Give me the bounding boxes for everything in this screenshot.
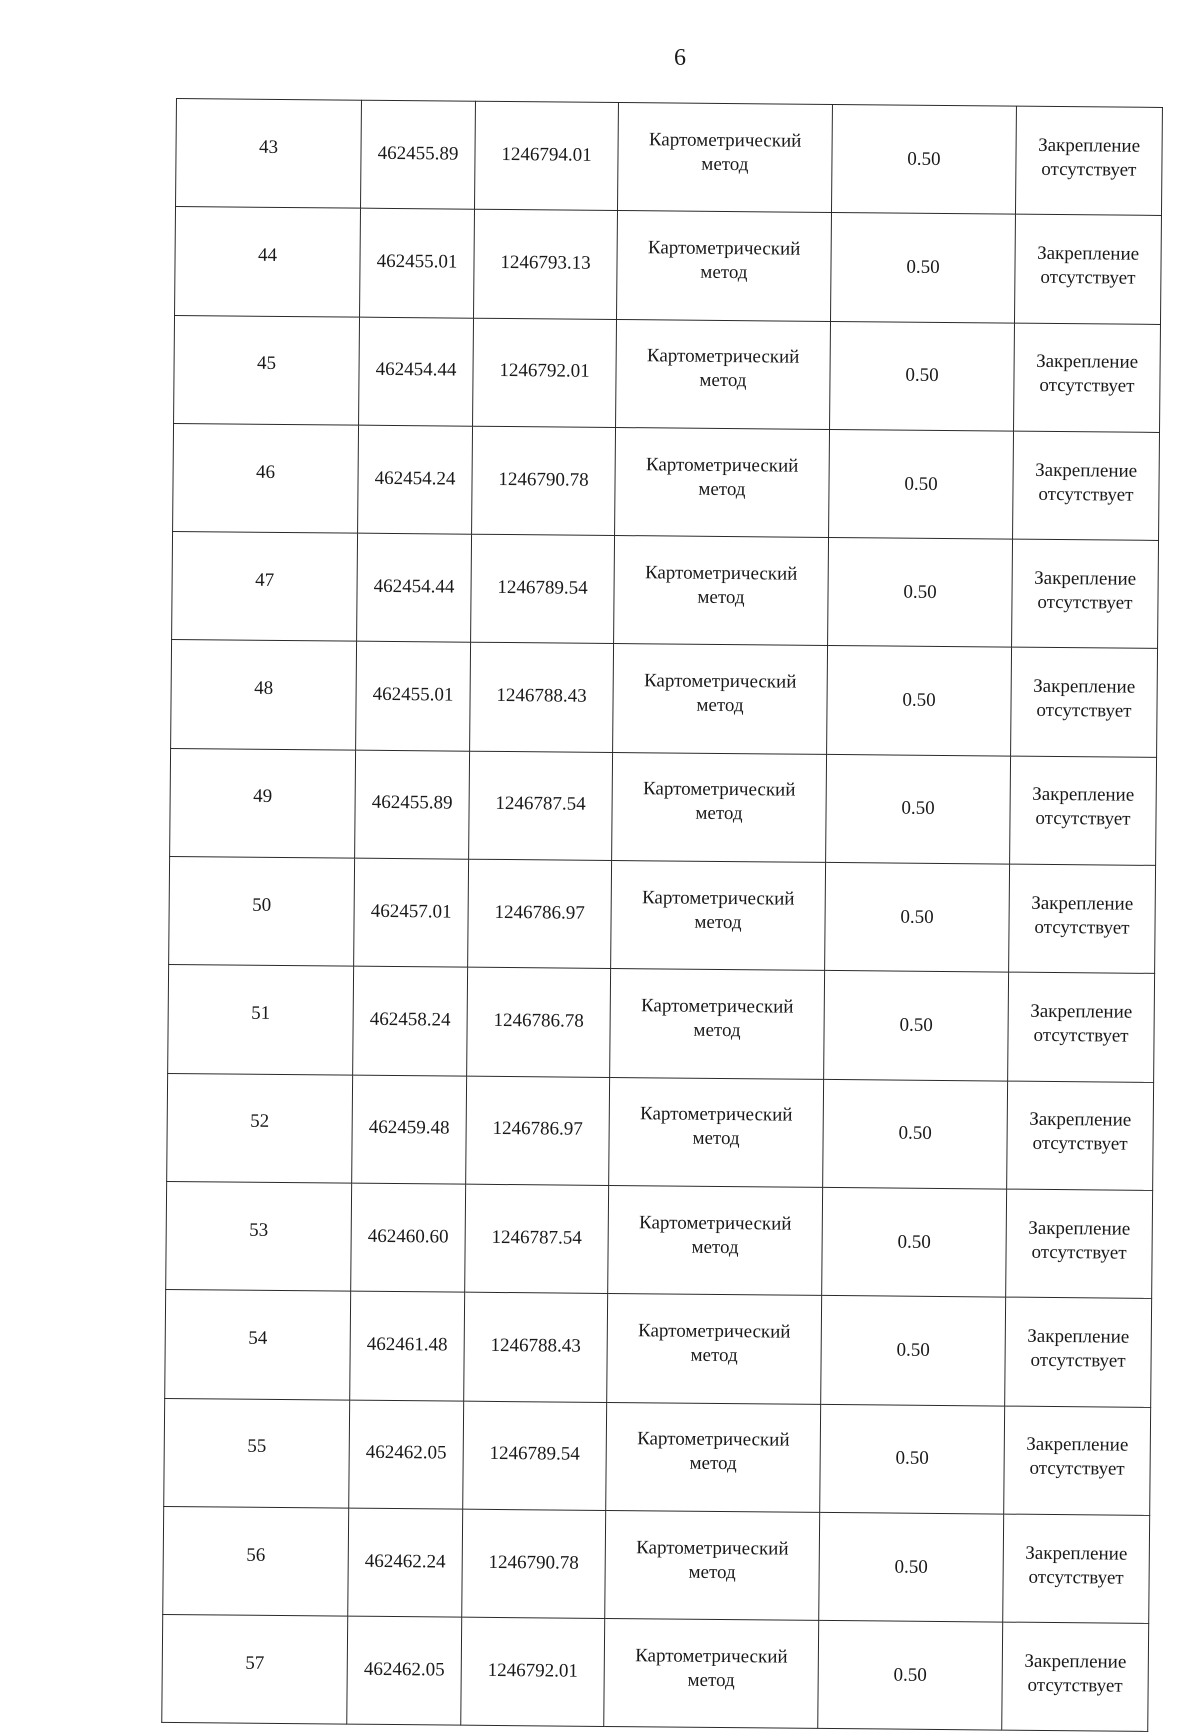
accuracy-cell: 0.50 xyxy=(827,646,1012,756)
method-line-2: метод xyxy=(690,1344,738,1367)
fixing-line-1: Закрепление xyxy=(1027,1325,1130,1348)
table-row xyxy=(175,207,1162,324)
method-line-1: Картометрический xyxy=(639,1103,793,1126)
fixing-cell xyxy=(1005,1297,1152,1407)
method-cell xyxy=(616,319,831,429)
method-cell xyxy=(606,1402,821,1512)
table-row xyxy=(172,532,1159,649)
fixing-line-1: Закрепление xyxy=(1036,351,1139,373)
fixing-line-1: Закрепление xyxy=(1037,242,1140,265)
fixing-cell xyxy=(1007,1081,1154,1191)
y-coordinate-cell: 1246786.97 xyxy=(466,1076,610,1186)
method-cell xyxy=(610,969,825,1079)
x-coordinate-cell: 462462.24 xyxy=(348,1508,463,1617)
x-coordinate-cell: 462462.05 xyxy=(349,1400,464,1509)
fixing-cell xyxy=(1004,1406,1151,1516)
fixing-cell xyxy=(1006,1189,1153,1299)
table-row xyxy=(164,1398,1151,1515)
table-row xyxy=(163,1506,1150,1623)
x-coordinate-cell: 462459.48 xyxy=(352,1075,467,1184)
point-number-cell: 51 xyxy=(168,965,354,1075)
fixing-cell xyxy=(1014,214,1161,324)
table-row xyxy=(165,1290,1152,1407)
fixing-line-2: отсутствует xyxy=(1031,1241,1127,1264)
accuracy-cell: 0.50 xyxy=(824,971,1009,1081)
accuracy-cell: 0.50 xyxy=(820,1404,1005,1514)
page-number: 6 xyxy=(674,45,686,71)
point-number-cell: 48 xyxy=(171,640,357,750)
method-line-2: метод xyxy=(691,1236,739,1258)
accuracy-cell: 0.50 xyxy=(825,863,1010,973)
accuracy-cell: 0.50 xyxy=(823,1079,1008,1189)
accuracy-cell: 0.50 xyxy=(829,429,1014,539)
method-cell xyxy=(609,1077,824,1187)
fixing-cell xyxy=(1002,1622,1149,1732)
method-line-1: Картометрический xyxy=(640,995,794,1018)
method-line-1: Картометрический xyxy=(637,1428,790,1451)
x-coordinate-cell: 462462.05 xyxy=(347,1616,462,1725)
fixing-line-2: отсутствует xyxy=(1037,591,1133,614)
x-coordinate-cell: 462455.89 xyxy=(361,100,476,209)
point-number-cell: 49 xyxy=(170,748,356,858)
y-coordinate-cell: 1246792.01 xyxy=(473,318,617,428)
method-line-1: Картометрический xyxy=(641,886,795,910)
method-line-1: Картометрический xyxy=(645,453,799,477)
x-coordinate-cell: 462455.89 xyxy=(355,750,470,859)
x-coordinate-cell: 462458.24 xyxy=(353,967,468,1076)
accuracy-cell: 0.50 xyxy=(831,213,1016,323)
x-coordinate-cell: 462455.01 xyxy=(356,642,471,751)
method-cell xyxy=(611,861,826,971)
method-line-1: Картометрический xyxy=(646,345,800,368)
fixing-cell xyxy=(1011,648,1158,758)
method-line-2: метод xyxy=(697,586,745,609)
method-cell xyxy=(612,752,827,862)
fixing-cell xyxy=(1012,539,1159,649)
point-number-cell: 57 xyxy=(162,1615,348,1725)
fixing-line-2: отсутствует xyxy=(1030,1349,1126,1372)
point-number-cell: 47 xyxy=(172,532,358,642)
fixing-cell xyxy=(1015,106,1162,216)
method-cell xyxy=(604,1619,819,1729)
fixing-line-1: Закрепление xyxy=(1034,567,1137,590)
method-cell xyxy=(615,427,830,537)
y-coordinate-cell: 1246790.78 xyxy=(462,1509,606,1619)
fixing-line-2: отсутствует xyxy=(1033,1024,1129,1047)
accuracy-cell: 0.50 xyxy=(828,538,1013,648)
method-cell xyxy=(605,1510,820,1620)
table-row xyxy=(171,640,1158,757)
fixing-cell xyxy=(1008,972,1155,1082)
x-coordinate-cell: 462460.60 xyxy=(351,1183,466,1292)
fixing-line-1: Закрепление xyxy=(1038,134,1141,157)
table-row xyxy=(174,315,1161,432)
point-number-cell: 50 xyxy=(169,857,355,967)
x-coordinate-cell: 462455.01 xyxy=(360,208,475,317)
fixing-line-2: отсутствует xyxy=(1036,699,1132,722)
table-row xyxy=(168,965,1155,1082)
y-coordinate-cell: 1246786.97 xyxy=(468,859,612,969)
y-coordinate-cell: 1246793.13 xyxy=(474,210,618,320)
fixing-line-2: отсутствует xyxy=(1039,375,1135,397)
method-cell xyxy=(608,1185,823,1295)
point-number-cell: 55 xyxy=(164,1398,350,1508)
table-row xyxy=(162,1615,1149,1732)
fixing-line-2: отсутствует xyxy=(1028,1566,1124,1589)
coordinates-table xyxy=(161,98,1163,1732)
point-number-cell: 43 xyxy=(176,99,362,209)
method-line-1: Картометрический xyxy=(639,1211,792,1235)
coordinates-table-body xyxy=(162,99,1163,1732)
accuracy-cell: 0.50 xyxy=(826,754,1011,864)
y-coordinate-cell: 1246790.78 xyxy=(472,426,616,536)
y-coordinate-cell: 1246788.43 xyxy=(470,643,614,753)
y-coordinate-cell: 1246787.54 xyxy=(465,1184,609,1294)
point-number-cell: 56 xyxy=(163,1506,349,1616)
table-row xyxy=(176,99,1163,216)
method-line-1: Картометрический xyxy=(636,1536,789,1560)
fixing-line-1: Закрепление xyxy=(1031,892,1134,915)
fixing-line-1: Закрепление xyxy=(1029,1109,1132,1132)
x-coordinate-cell: 462454.24 xyxy=(358,425,473,534)
point-number-cell: 52 xyxy=(167,1073,353,1183)
table-row xyxy=(169,857,1156,974)
method-line-1: Картометрический xyxy=(635,1645,788,1668)
method-line-1: Картометрический xyxy=(644,562,798,585)
y-coordinate-cell: 1246788.43 xyxy=(464,1292,608,1402)
point-number-cell: 44 xyxy=(175,207,361,317)
method-line-1: Картометрический xyxy=(643,670,797,693)
method-line-2: метод xyxy=(695,803,743,825)
fixing-line-2: отсутствует xyxy=(1034,916,1130,939)
method-line-2: метод xyxy=(694,911,742,933)
method-line-2: метод xyxy=(696,694,744,717)
accuracy-cell: 0.50 xyxy=(821,1296,1006,1406)
fixing-line-2: отсутствует xyxy=(1027,1674,1123,1697)
fixing-line-1: Закрепление xyxy=(1032,784,1135,807)
fixing-line-1: Закрепление xyxy=(1030,1000,1133,1023)
fixing-line-1: Закрепление xyxy=(1026,1433,1129,1456)
fixing-line-1: Закрепление xyxy=(1028,1217,1131,1240)
y-coordinate-cell: 1246789.54 xyxy=(471,534,615,644)
x-coordinate-cell: 462461.48 xyxy=(350,1291,465,1400)
accuracy-cell: 0.50 xyxy=(818,1621,1003,1731)
y-coordinate-cell: 1246794.01 xyxy=(475,101,619,211)
accuracy-cell: 0.50 xyxy=(830,321,1015,431)
table-row xyxy=(173,423,1160,540)
accuracy-cell: 0.50 xyxy=(819,1512,1004,1622)
method-line-1: Картометрический xyxy=(647,237,801,260)
method-line-2: метод xyxy=(689,1452,737,1475)
method-cell xyxy=(617,211,832,321)
method-line-2: метод xyxy=(700,261,748,284)
fixing-line-1: Закрепление xyxy=(1024,1650,1127,1673)
fixing-cell xyxy=(1014,323,1161,433)
method-line-1: Картометрический xyxy=(638,1320,791,1343)
table-row xyxy=(170,748,1157,865)
point-number-cell: 46 xyxy=(173,423,359,533)
point-number-cell: 45 xyxy=(174,315,360,425)
method-line-1: Картометрический xyxy=(648,128,802,152)
method-cell xyxy=(614,536,829,646)
x-coordinate-cell: 462457.01 xyxy=(354,858,469,967)
y-coordinate-cell: 1246792.01 xyxy=(461,1617,605,1727)
method-line-2: метод xyxy=(688,1561,736,1583)
fixing-line-2: отсутствует xyxy=(1040,266,1136,289)
fixing-line-1: Закрепление xyxy=(1035,459,1138,482)
y-coordinate-cell: 1246789.54 xyxy=(463,1401,607,1511)
method-cell xyxy=(617,103,832,213)
method-line-2: метод xyxy=(699,369,747,392)
method-line-1: Картометрический xyxy=(642,778,796,802)
fixing-line-2: отсутствует xyxy=(1035,808,1131,831)
y-coordinate-cell: 1246786.78 xyxy=(467,968,611,1078)
table-row xyxy=(167,1073,1154,1190)
method-line-2: метод xyxy=(687,1669,735,1691)
point-number-cell: 54 xyxy=(165,1290,351,1400)
fixing-line-2: отсутствует xyxy=(1041,158,1137,181)
method-line-2: метод xyxy=(698,478,746,500)
table-row xyxy=(166,1181,1153,1298)
accuracy-cell: 0.50 xyxy=(831,104,1016,214)
method-cell xyxy=(607,1294,822,1404)
point-number-cell: 53 xyxy=(166,1181,352,1291)
fixing-line-2: отсутствует xyxy=(1038,483,1134,506)
coordinates-table-wrapper xyxy=(161,98,1162,1732)
fixing-cell xyxy=(1013,431,1160,541)
fixing-line-1: Закрепление xyxy=(1025,1542,1128,1565)
fixing-line-2: отсутствует xyxy=(1032,1133,1128,1155)
fixing-line-2: отсутствует xyxy=(1029,1458,1125,1480)
method-line-2: метод xyxy=(701,153,749,175)
accuracy-cell: 0.50 xyxy=(822,1187,1007,1297)
x-coordinate-cell: 462454.44 xyxy=(357,533,472,642)
y-coordinate-cell: 1246787.54 xyxy=(469,751,613,861)
method-cell xyxy=(613,644,828,754)
method-line-2: метод xyxy=(692,1128,740,1150)
fixing-cell xyxy=(1003,1514,1150,1624)
fixing-cell xyxy=(1010,756,1157,866)
x-coordinate-cell: 462454.44 xyxy=(359,317,474,426)
method-line-2: метод xyxy=(693,1019,741,1042)
fixing-cell xyxy=(1009,864,1156,974)
fixing-line-1: Закрепление xyxy=(1033,675,1136,698)
